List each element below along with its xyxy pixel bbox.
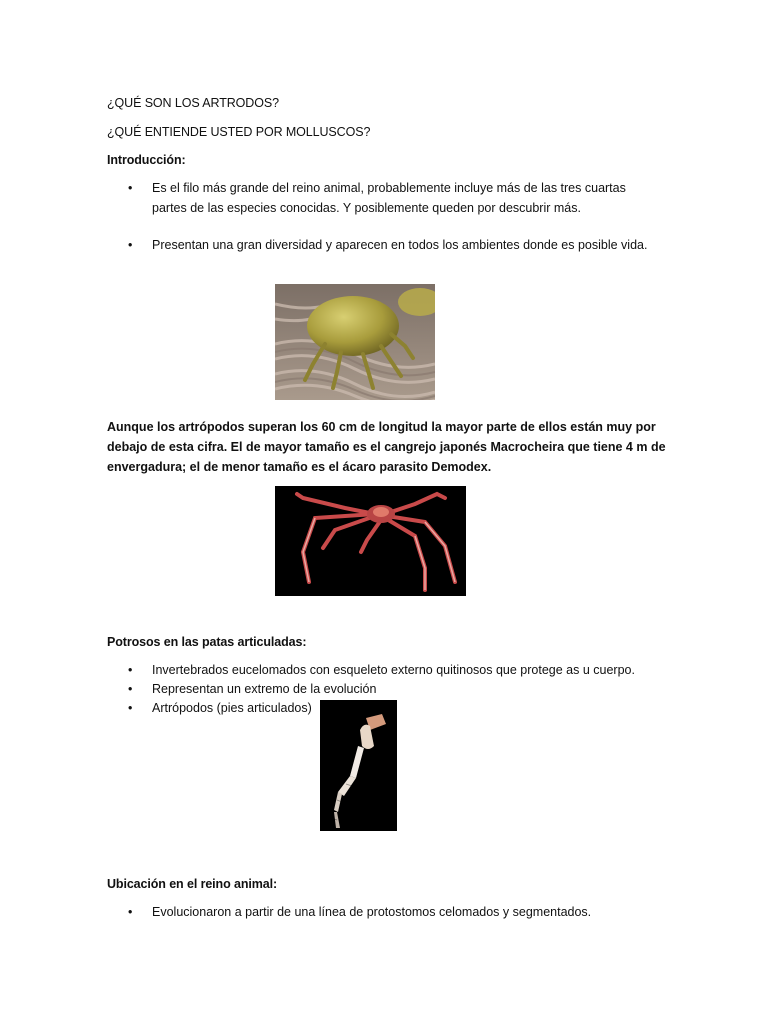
- bullet-symbol: •: [128, 682, 133, 696]
- location-bullet-1: Evolucionaron a partir de una línea de protostomos celomados y segmentados.: [152, 905, 592, 919]
- legs-bullet-3: Artrópodos (pies articulados): [152, 701, 312, 715]
- heading-ubicacion: Ubicación en el reino animal:: [107, 877, 278, 891]
- arthropod-leg-photo: [320, 700, 397, 831]
- intro-bullet-2: Presentan una gran diversidad y aparecen en todos los ambientes donde es posible vida.: [152, 238, 648, 252]
- bullet-symbol: •: [128, 238, 133, 252]
- heading-moluscos: ¿QUÉ ENTIENDE USTED POR MOLLUSCOS?: [107, 125, 371, 139]
- heading-introduccion: Introducción:: [107, 153, 186, 167]
- heading-artrodos: ¿QUÉ SON LOS ARTRODOS?: [107, 96, 279, 110]
- size-paragraph: Aunque los artrópodos superan los 60 cm de longitud la mayor parte de ellos están muy por debajo de esta cifra. El de mayor tamaño es el cangrejo japonés Macrocheira que tiene 4 m de envergadura; el de menor tamaño es el ácaro parasito Demodex.: [107, 420, 666, 474]
- spider-crab-photo: [275, 486, 466, 596]
- mite-photo: [275, 284, 435, 400]
- legs-bullet-1: Invertebrados eucelomados con esqueleto externo quitinosos que protege as u cuerpo.: [152, 663, 635, 677]
- bullet-symbol: •: [128, 701, 133, 715]
- intro-bullet-1: Es el filo más grande del reino animal, probablemente incluye más de las tres cuartas partes de las especies conocidas. Y posiblemente queden por descubrir más.: [152, 181, 626, 215]
- heading-patas-articuladas: Potrosos en las patas articuladas:: [107, 635, 307, 649]
- bullet-symbol: •: [128, 905, 133, 919]
- legs-bullet-2: Representan un extremo de la evolución: [152, 682, 377, 696]
- bullet-symbol: •: [128, 181, 133, 195]
- bullet-symbol: •: [128, 663, 133, 677]
